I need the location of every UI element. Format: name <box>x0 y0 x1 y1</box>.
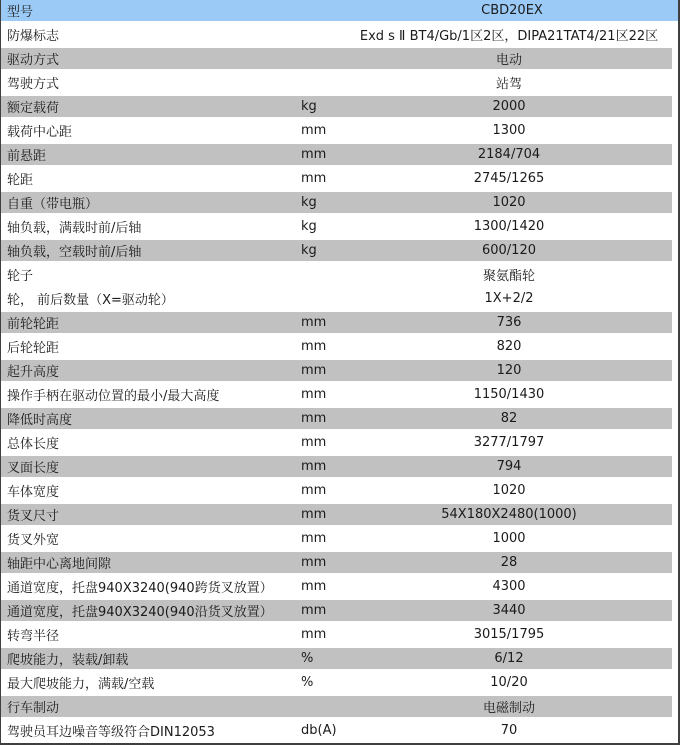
spec-value: 10/20 <box>490 675 528 690</box>
spec-label: 驾驶方式 <box>7 77 60 92</box>
spec-value: 3277/1797 <box>473 435 545 450</box>
spec-unit: mm <box>301 555 327 570</box>
spec-value: 1020 <box>492 195 526 210</box>
spec-unit: mm <box>301 459 327 474</box>
spec-unit: mm <box>301 531 327 546</box>
spec-unit: kg <box>301 243 317 258</box>
spec-label: 驱动方式 <box>7 53 60 68</box>
spec-label: 通道宽度，托盘940X3240(940跨货叉放置） <box>7 581 273 596</box>
table-row <box>1 168 672 189</box>
spec-unit: mm <box>301 579 327 594</box>
spec-label: 起升高度 <box>7 365 60 380</box>
spec-label: 叉面长度 <box>7 461 60 476</box>
spec-label: 车体宽度 <box>7 485 60 500</box>
spec-unit: kg <box>301 219 317 234</box>
spec-value: 聚氨酯轮 <box>482 269 535 284</box>
spec-label: 前悬距 <box>7 149 47 164</box>
spec-label: 轮子 <box>7 269 34 284</box>
spec-value: 70 <box>500 723 518 738</box>
spec-label: 前轮轮距 <box>7 317 60 332</box>
spec-label: 通道宽度，托盘940X3240(940沿货叉放置） <box>7 605 273 620</box>
spec-value: 820 <box>496 339 522 354</box>
spec-value: 4300 <box>492 579 526 594</box>
table-row <box>1 528 672 549</box>
spec-value: 600/120 <box>481 243 536 258</box>
spec-label: 型号 <box>7 5 34 20</box>
spec-label: 轴负载，满载时前/后轴 <box>7 221 142 236</box>
spec-unit: mm <box>301 507 327 522</box>
spec-label: 轴负载，空载时前/后轴 <box>7 245 142 260</box>
table-row <box>1 552 672 573</box>
table-row <box>1 0 678 21</box>
spec-label: 额定载荷 <box>7 101 60 116</box>
spec-value: 电动 <box>495 53 522 68</box>
spec-value: 电磁制动 <box>482 701 535 716</box>
spec-value: 1150/1430 <box>473 387 545 402</box>
table-row <box>1 216 672 237</box>
table-row <box>1 672 672 693</box>
spec-value: 2745/1265 <box>473 171 545 186</box>
spec-unit: mm <box>301 483 327 498</box>
spec-value: 1020 <box>492 483 526 498</box>
table-row <box>1 504 672 525</box>
spec-value: 54X180X2480(1000) <box>441 507 577 522</box>
spec-unit: mm <box>301 603 327 618</box>
spec-value: 28 <box>500 555 518 570</box>
spec-unit: mm <box>301 339 327 354</box>
spec-unit: kg <box>301 195 317 210</box>
table-row <box>1 456 672 477</box>
spec-label: 防爆标志 <box>7 29 60 44</box>
spec-unit: mm <box>301 387 327 402</box>
spec-label: 货叉外宽 <box>7 533 60 548</box>
spec-value: 3015/1795 <box>473 627 545 642</box>
table-row <box>1 432 672 453</box>
spec-label: 轮距 <box>7 173 34 188</box>
table-row <box>1 336 672 357</box>
table-row <box>1 96 672 117</box>
spec-unit: mm <box>301 627 327 642</box>
spec-label: 操作手柄在驱动位置的最小/最大高度 <box>7 389 220 404</box>
table-row <box>1 288 672 309</box>
spec-unit: mm <box>301 411 327 426</box>
spec-unit: mm <box>301 435 327 450</box>
spec-value: 120 <box>496 363 522 378</box>
spec-label: 最大爬坡能力，满载/空载 <box>7 677 155 692</box>
table-row <box>1 696 672 717</box>
spec-label: 驾驶员耳边噪音等级符合DIN12053 <box>7 725 215 740</box>
spec-value: 1000 <box>492 531 526 546</box>
table-row <box>1 720 672 741</box>
spec-unit: kg <box>301 99 317 114</box>
spec-value: 794 <box>496 459 522 474</box>
table-row <box>1 240 672 261</box>
spec-value: CBD20EX <box>481 3 543 18</box>
spec-value: 3440 <box>492 603 526 618</box>
spec-unit: % <box>301 651 314 666</box>
table-row <box>1 264 672 285</box>
spec-value: 1300 <box>492 123 526 138</box>
spec-label: 货叉尺寸 <box>7 509 60 524</box>
table-row <box>1 600 672 621</box>
spec-value: 6/12 <box>494 651 524 666</box>
spec-value: 2000 <box>492 99 526 114</box>
table-row <box>1 144 672 165</box>
spec-unit: % <box>301 675 314 690</box>
spec-value: 82 <box>500 411 518 426</box>
spec-value: 1300/1420 <box>473 219 545 234</box>
spec-label: 总体长度 <box>7 437 60 452</box>
spec-value: 736 <box>496 315 522 330</box>
spec-label: 轮， 前后数量（X=驱动轮） <box>7 293 174 308</box>
table-row <box>1 408 672 429</box>
spec-value: 站驾 <box>495 77 522 92</box>
spec-label: 后轮轮距 <box>7 341 60 356</box>
spec-label: 载荷中心距 <box>7 125 73 140</box>
table-row <box>1 480 672 501</box>
spec-unit: mm <box>301 123 327 138</box>
table-row <box>1 384 672 405</box>
table-row <box>1 72 672 93</box>
table-row <box>1 192 672 213</box>
spec-unit: mm <box>301 363 327 378</box>
table-row <box>1 360 672 381</box>
spec-value: 2184/704 <box>477 147 541 162</box>
spec-label: 自重（带电瓶） <box>7 197 99 212</box>
spec-label: 爬坡能力，装载/卸载 <box>7 653 129 668</box>
table-row <box>1 576 672 597</box>
spec-label: 降低时高度 <box>7 413 73 428</box>
spec-unit: mm <box>301 315 327 330</box>
table-row <box>1 24 672 45</box>
table-row <box>1 120 672 141</box>
spec-unit: db(A) <box>301 723 337 738</box>
spec-unit: mm <box>301 147 327 162</box>
spec-value: 1X+2/2 <box>484 291 534 306</box>
spec-label: 转弯半径 <box>7 629 60 644</box>
table-row <box>1 624 672 645</box>
table-row <box>1 48 672 69</box>
spec-value: Exd s Ⅱ BT4/Gb/1区2区，DIPA21TAT4/21区22区 <box>359 29 659 44</box>
spec-label: 行车制动 <box>7 701 60 716</box>
table-row <box>1 648 672 669</box>
table-row <box>1 312 672 333</box>
spec-label: 轴距中心离地间隙 <box>7 557 112 572</box>
spec-unit: mm <box>301 171 327 186</box>
